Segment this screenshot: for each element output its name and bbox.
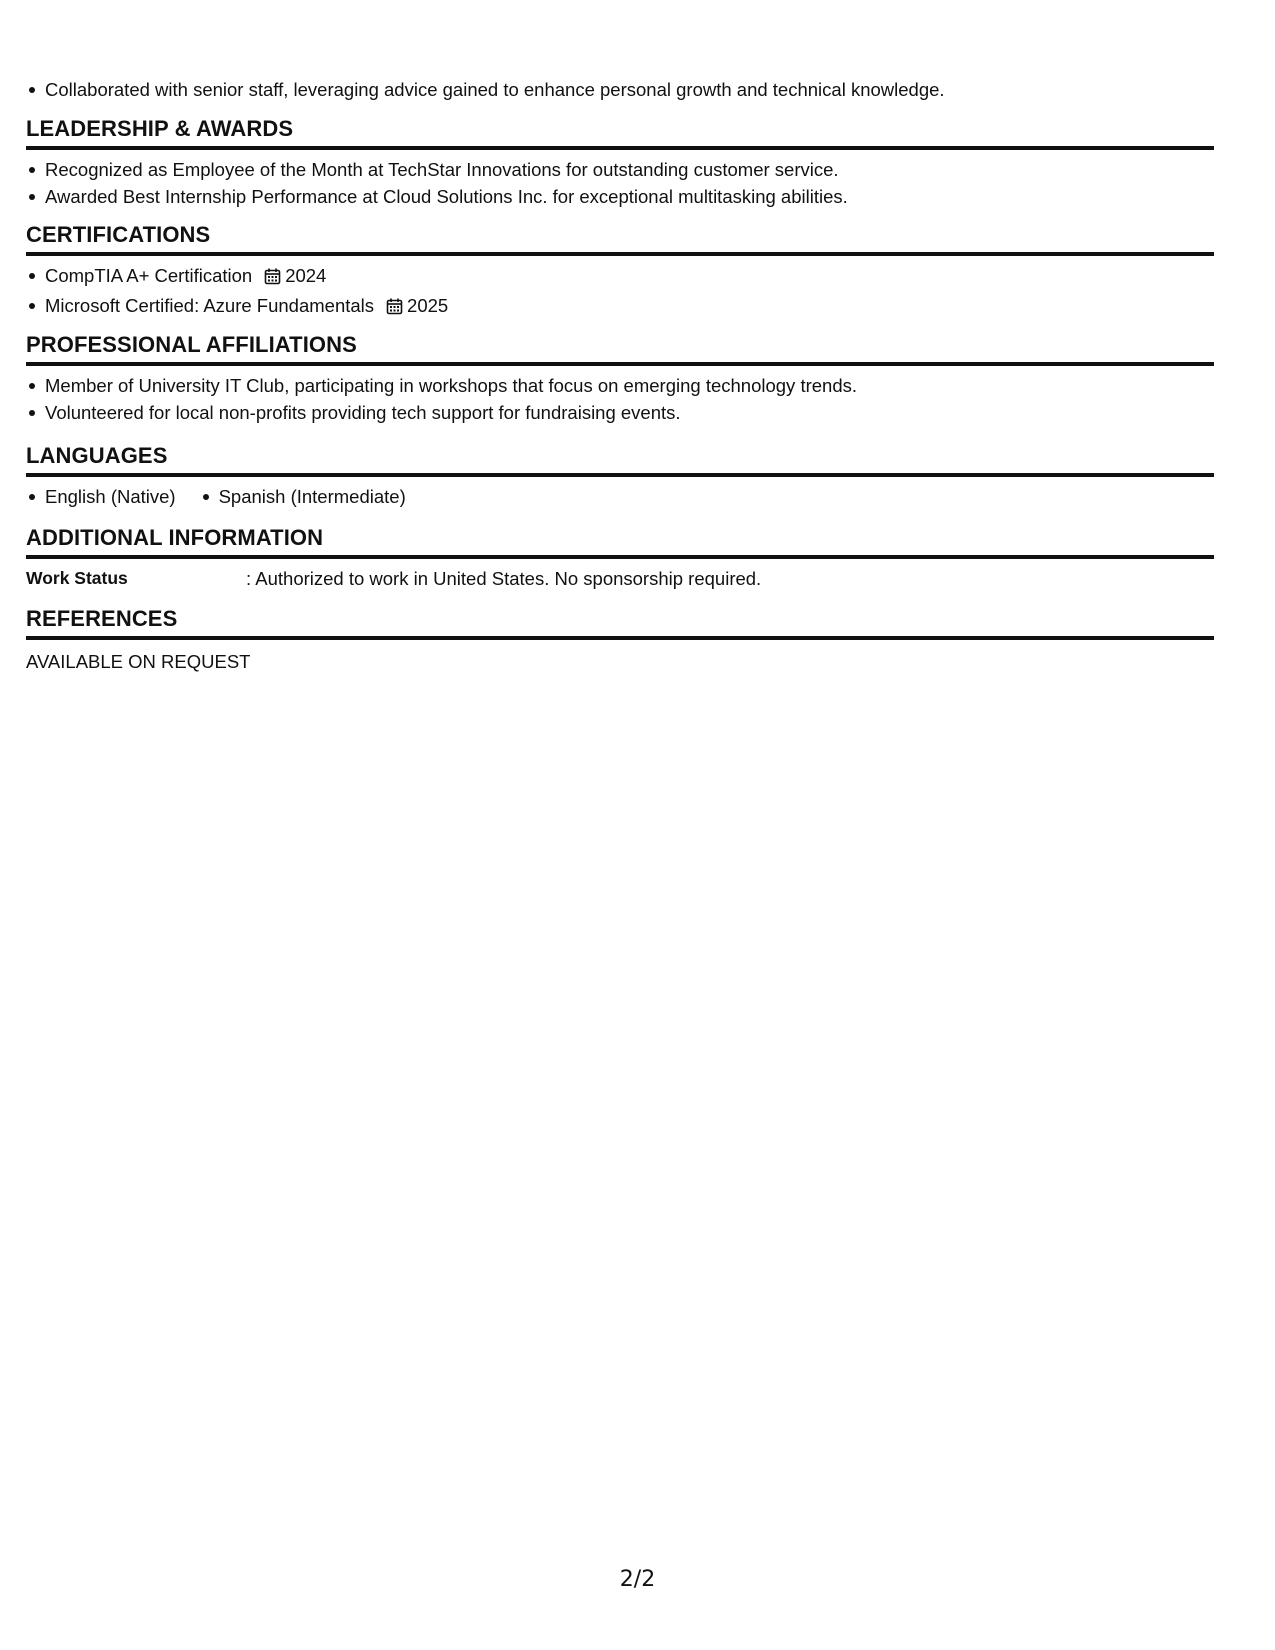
section-heading: REFERENCES	[26, 606, 1214, 640]
list-item: English (Native)	[26, 483, 176, 510]
section-heading: ADDITIONAL INFORMATION	[26, 525, 1214, 559]
affiliations-list	[26, 372, 1214, 426]
section-heading: LEADERSHIP & AWARDS	[26, 116, 1214, 150]
certification-year: 2024	[285, 265, 327, 286]
list-item: Volunteered for local non-profits providing tech support for fundraising events.	[26, 399, 1214, 426]
affiliations-section	[26, 332, 1214, 426]
list-item	[26, 262, 1214, 292]
calendar-icon	[264, 265, 281, 292]
languages-list	[26, 483, 1214, 510]
list-item: Recognized as Employee of the Month at TechStar Innovations for outstanding customer service.	[26, 156, 1214, 183]
certifications-list	[26, 262, 1214, 322]
leadership-section	[26, 116, 1214, 210]
certification-name: CompTIA A+ Certification	[45, 265, 253, 286]
certifications-section	[26, 222, 1214, 322]
leadership-list	[26, 156, 1214, 210]
section-heading: PROFESSIONAL AFFILIATIONS	[26, 332, 1214, 366]
references-section	[26, 606, 1214, 675]
languages-section	[26, 443, 1214, 510]
info-row	[26, 565, 1214, 592]
info-key: Work Status	[26, 568, 128, 588]
certification-year: 2025	[407, 295, 449, 316]
list-item: Awarded Best Internship Performance at Cloud Solutions Inc. for exceptional multitasking abilities.	[26, 183, 1214, 210]
additional-info-section	[26, 525, 1214, 592]
list-item: Collaborated with senior staff, leveraging advice gained to enhance personal growth and technical knowledge.	[26, 76, 945, 103]
page-number: 2/2	[619, 1567, 656, 1592]
references-text: AVAILABLE ON REQUEST	[26, 651, 251, 672]
section-heading: LANGUAGES	[26, 443, 1214, 477]
calendar-icon	[386, 295, 403, 322]
list-item: Spanish (Intermediate)	[200, 483, 406, 510]
list-item	[26, 292, 1214, 322]
certification-name: Microsoft Certified: Azure Fundamentals	[45, 295, 375, 316]
experience-bullets	[26, 76, 945, 103]
info-value: : Authorized to work in United States. No sponsorship required.	[246, 568, 762, 589]
section-heading: CERTIFICATIONS	[26, 222, 1214, 256]
list-item: Member of University IT Club, participating in workshops that focus on emerging technology trends.	[26, 372, 1214, 399]
